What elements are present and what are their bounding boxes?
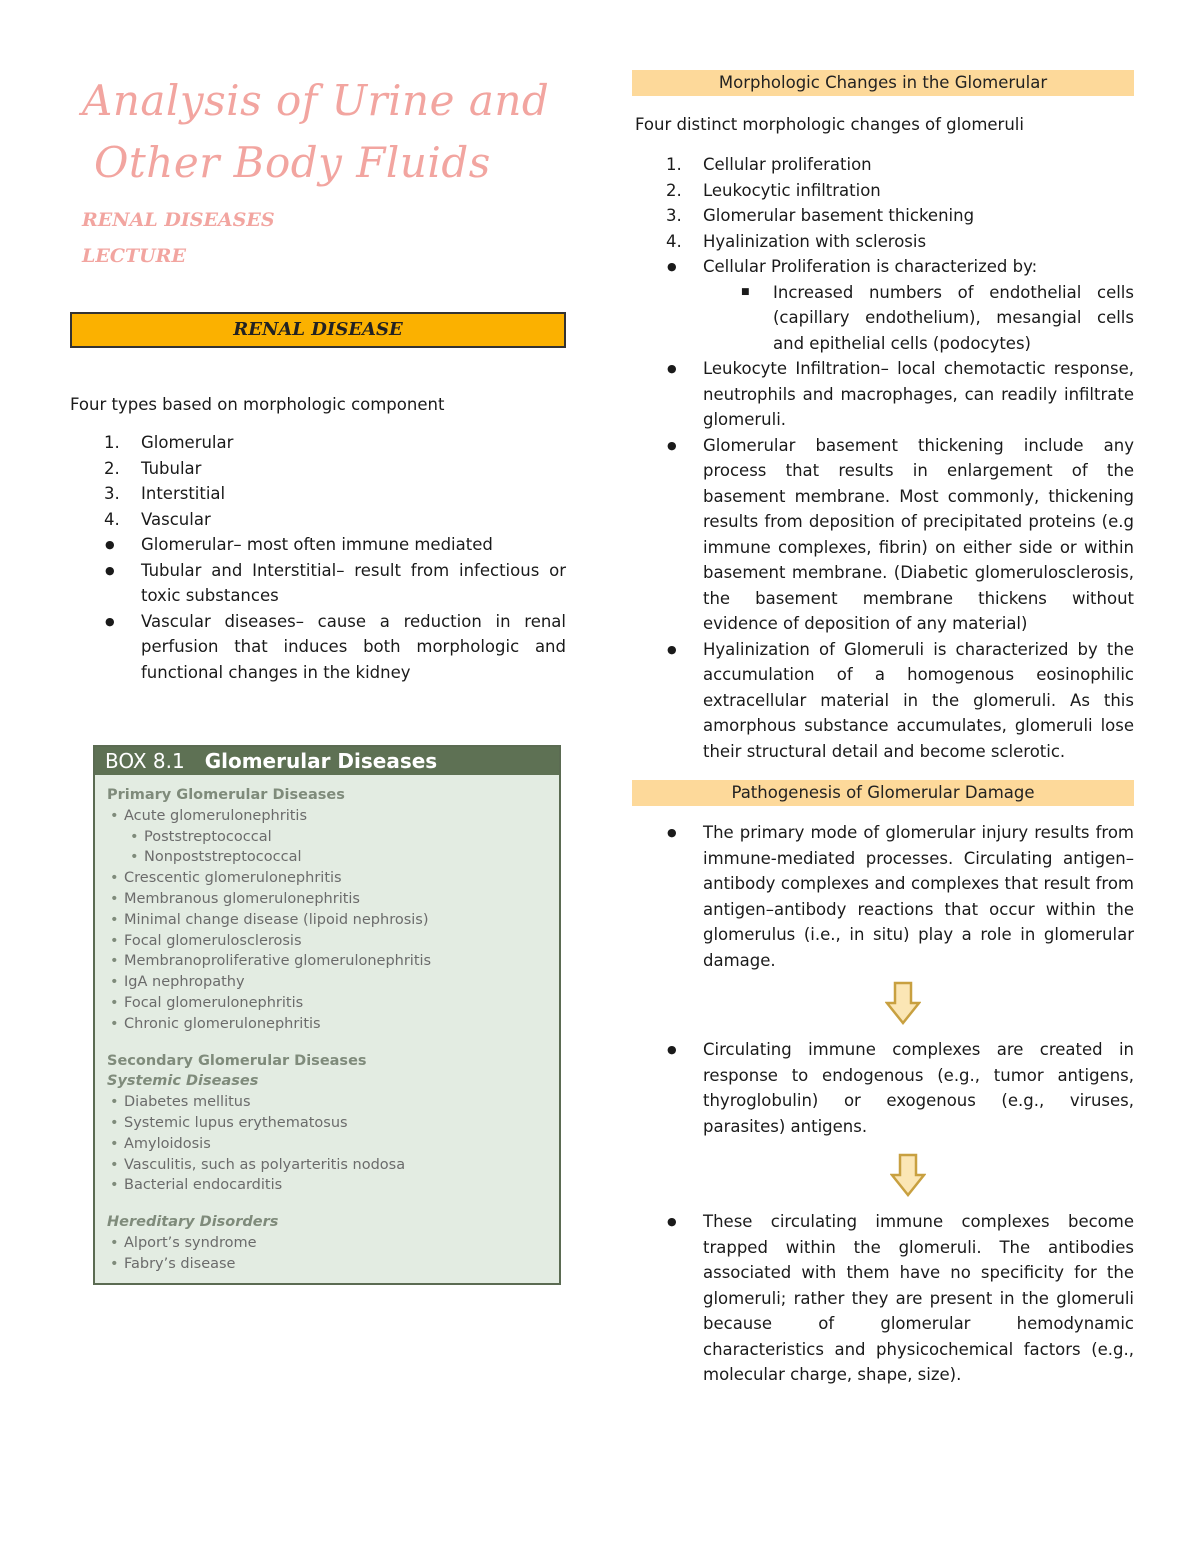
box-header [95,747,559,775]
list-item: ● Circulating immune complexes are created in response to endogenous (e.g., tumor antigens, thyroglobulin) or exogenous (e.g., viruses, parasites) antigens. [632,1037,1134,1139]
hereditary-heading: Hereditary Disorders [107,1214,279,1231]
list-item: 2. Leukocytic infiltration [666,180,881,200]
sub-list [703,280,1134,357]
morph-bullets [632,254,1134,764]
down-arrow-icon [672,981,1134,1025]
list-item: ● These circulating immune complexes become trapped within the glomeruli. The antibodies associated with them have no specificity for the glomeruli; rather they are present in the glomeruli because of glomerular hemodynamic characteristics and physicochemical factors (e.g., molecular charge, shape, size). [632,1209,1134,1388]
list-item: • Membranoproliferative glomerulonephritis [107,951,547,972]
list-item: 4. Hyalinization with sclerosis [666,231,927,251]
list-item: ● Tubular and Interstitial– result from infectious or toxic substances [70,558,566,609]
list-item: • Focal glomerulonephritis [107,993,547,1014]
title-line-1: Analysis of Urine and [82,76,550,125]
list-item: • Fabry’s disease [107,1254,547,1275]
list-item: 3. Interstitial [104,484,226,503]
morph-intro: Four distinct morphologic changes of glomeruli [635,115,1024,134]
down-arrow-icon [682,1153,1134,1197]
subtitle-renal-diseases: RENAL DISEASES [82,209,275,231]
list-item: • Acute glomerulonephritis [107,806,547,827]
list-item: • Amyloidosis [107,1134,547,1155]
list-item: • Systemic lupus erythematosus [107,1113,547,1134]
list-item: • Crescentic glomerulonephritis [107,868,547,889]
patho-bullets-3 [632,1209,1134,1388]
list-item: ● Glomerular– most often immune mediated [70,532,566,558]
list-item: ■ Increased numbers of endothelial cells (capillary endothelium), mesangial cells and epithelial cells (podocytes) [703,280,1134,357]
list-item: 3. Glomerular basement thickening [666,206,975,225]
left-column [70,70,566,1285]
list-item: • IgA nephropathy [107,972,547,993]
morph-list [632,152,1134,254]
list-item: ● Hyalinization of Glomeruli is characterized by the accumulation of a homogenous eosinophilic extracellular material in the glomeruli. As this amorphous substance accumulates, glomeruli lose their structural detail and become sclerotic. [632,637,1134,765]
box-number: BOX 8.1 [105,749,185,773]
list-item: • Chronic glomerulonephritis [107,1014,547,1035]
list-item: 2. Tubular [104,458,202,478]
list-item: • Focal glomerulosclerosis [107,931,547,952]
list-item: 1. Glomerular [104,433,234,452]
list-item: ● Glomerular basement thickening include any process that results in enlargement of the basement membrane. Most commonly, thickening results from deposition of precipitated proteins (e.g immune complexes, fibrin) on either side or within basement membrane. (Diabetic glomerulosclerosis, the basement membrane thickens without evidence of deposition of any material) [632,433,1134,637]
list-item: • Alport’s syndrome [107,1233,547,1254]
renal-disease-banner: RENAL DISEASE [70,312,566,348]
renal-bullets [70,532,566,685]
list-item: • Diabetes mellitus [107,1092,547,1113]
list-item: ● The primary mode of glomerular injury results from immune-mediated processes. Circulating antigen–antibody complexes and complexes that result from antigen–antibody reactions that occur within the glomerulus (i.e., in situ) play a role in glomerular damage. [632,820,1134,973]
right-column [632,70,1134,1388]
list-item: • Bacterial endocarditis [107,1175,547,1196]
document-title [70,70,566,194]
patho-bullets-2 [632,1037,1134,1139]
glomerular-diseases-box [93,745,561,1285]
list-item: 1. Cellular proliferation [666,155,872,174]
list-item: ● Vascular diseases– cause a reduction in renal perfusion that induces both morphologic and functional changes in the kidney [70,609,566,686]
subtitle-lecture: LECTURE [82,245,186,267]
box-body [95,775,559,1283]
renal-types-list [70,430,566,532]
list-item: ● Leukocyte Infiltration– local chemotactic response, neutrophils and macrophages, can readily infiltrate glomeruli. [632,356,1134,433]
morphologic-changes-heading: Morphologic Changes in the Glomerular [632,70,1134,96]
primary-heading: Primary Glomerular Diseases [107,787,345,803]
list-item: 4. Vascular [104,509,211,529]
list-item: ● Cellular Proliferation is characterized by: ■ Increased numbers of endothelial cells (capillary endothelium), mesangial cells and epithelial cells (podocytes) [632,254,1134,356]
pathogenesis-heading: Pathogenesis of Glomerular Damage [632,780,1134,806]
renal-intro: Four types based on morphologic component [70,395,445,414]
list-item: • Membranous glomerulonephritis [107,889,547,910]
patho-bullets [632,820,1134,973]
secondary-heading: Secondary Glomerular Diseases [107,1052,367,1069]
list-item: • Minimal change disease (lipoid nephrosis) [107,910,547,931]
systemic-heading: Systemic Diseases [107,1073,259,1090]
list-item: • Poststreptococcal [107,827,547,848]
box-title: Glomerular Diseases [204,749,438,773]
list-item: • Nonpoststreptococcal [107,847,547,868]
list-item: • Vasculitis, such as polyarteritis nodosa [107,1155,547,1176]
title-line-2: Other Body Fluids [94,138,491,187]
